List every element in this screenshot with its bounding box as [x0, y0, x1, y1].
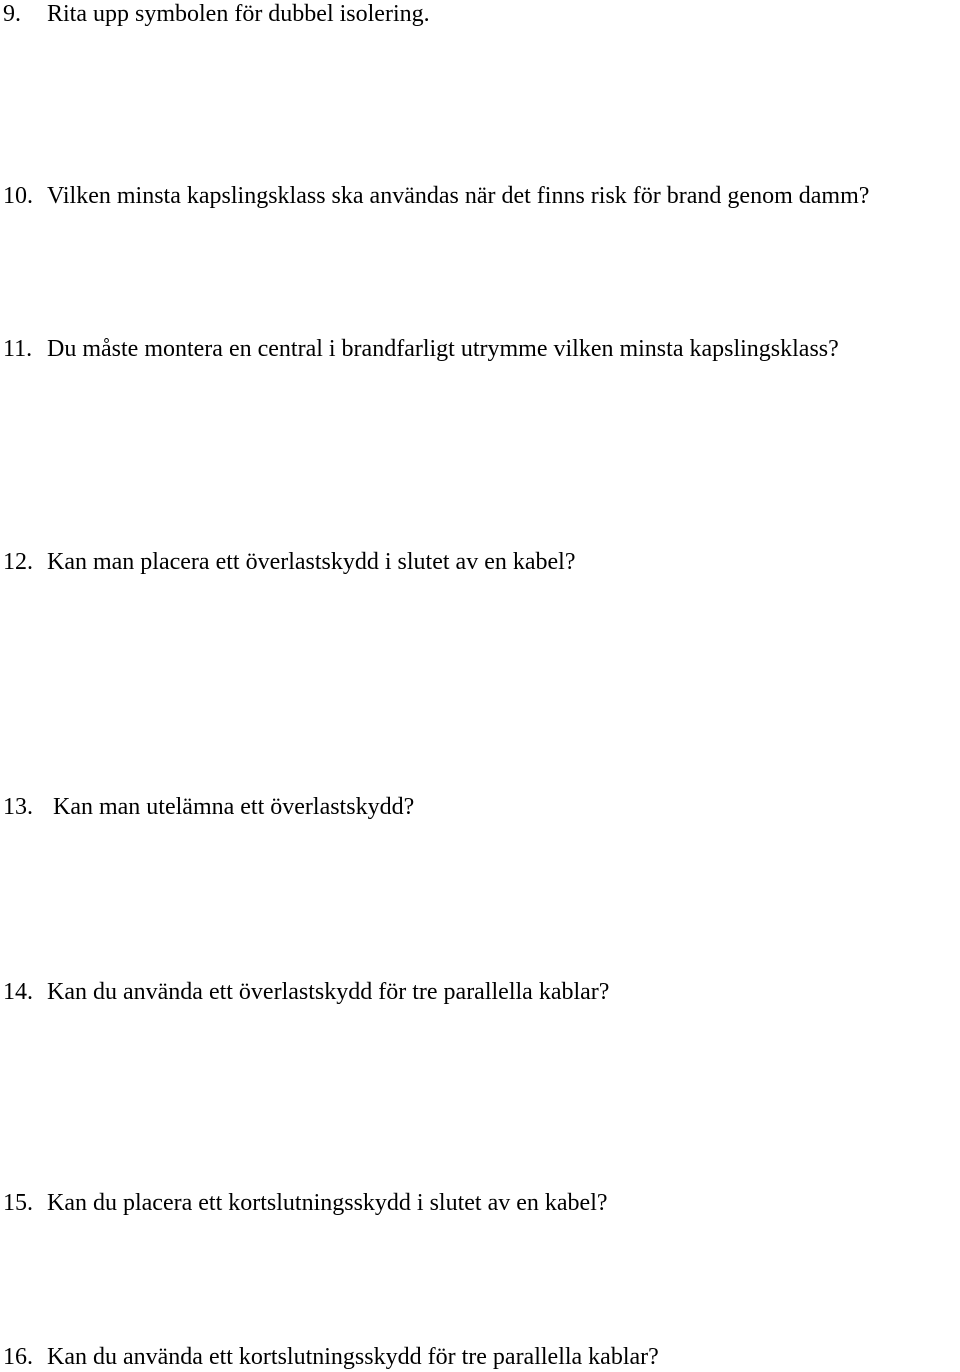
question-text: Kan man utelämna ett överlastskydd? [53, 794, 415, 820]
question-number: 15. [3, 1190, 33, 1216]
question-9 [0, 0, 430, 28]
question-13 [0, 793, 414, 821]
question-text: Kan du använda ett kortslutningsskydd för tre parallella kablar? [47, 1344, 659, 1370]
question-text: Kan du placera ett kortslutningsskydd i slutet av en kabel? [47, 1190, 608, 1216]
question-number: 14. [3, 979, 33, 1005]
question-11 [0, 335, 839, 363]
question-number: 13. [3, 794, 33, 820]
question-number: 12. [3, 549, 33, 575]
question-text: Kan du använda ett överlastskydd för tre parallella kablar? [47, 979, 610, 1005]
question-number: 16. [3, 1344, 33, 1370]
question-number: 10. [3, 183, 33, 209]
question-number: 11. [3, 336, 33, 362]
question-number: 9. [3, 1, 21, 27]
question-text: Rita upp symbolen för dubbel isolering. [47, 1, 430, 27]
question-10 [0, 182, 869, 210]
question-text: Du måste montera en central i brandfarligt utrymme vilken minsta kapslingsklass? [47, 336, 839, 362]
question-15 [0, 1189, 608, 1217]
question-14 [0, 978, 609, 1006]
question-16 [0, 1343, 659, 1371]
question-text: Vilken minsta kapslingsklass ska användas när det finns risk för brand genom damm? [47, 183, 870, 209]
question-12 [0, 548, 575, 576]
question-text: Kan man placera ett överlastskydd i slutet av en kabel? [47, 549, 576, 575]
